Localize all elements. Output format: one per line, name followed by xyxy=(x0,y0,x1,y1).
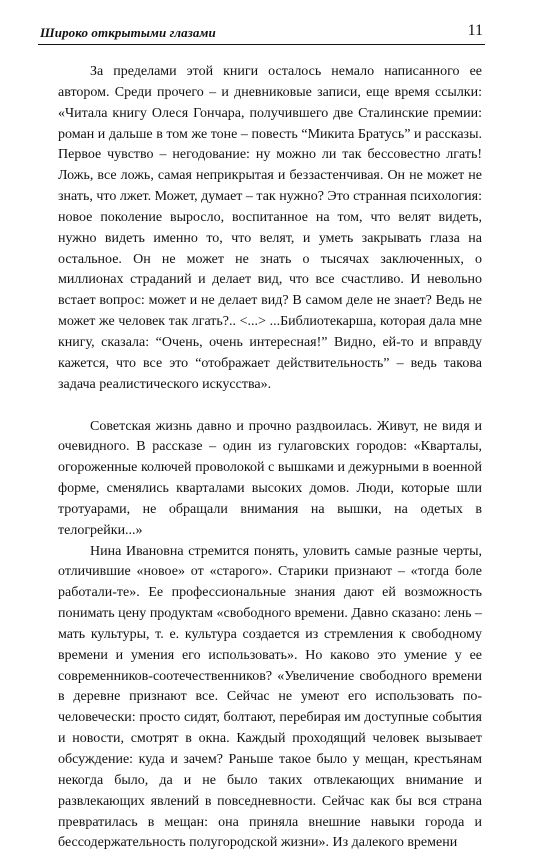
paragraph-2: Советская жизнь давно и прочно раздвоилась. Живут, не видя и очевидного. В рассказе – один из гулаговских городов: «Кварталы, огороженные колючей проволокой с вышками и дежурными в военной форме, сменялись кварталами высоких домов. Люди, которые шли тротуарами, не обращали внимания на вышки, на одетых в телогрейки...» xyxy=(58,418,482,538)
running-header xyxy=(38,22,485,45)
body-text xyxy=(58,62,482,854)
page-number: 11 xyxy=(467,22,483,39)
paragraph-1: За пределами этой книги осталось немало написанного ее автором. Среди прочего – и дневниковые записи, еще время ссылки: «Читала книгу Олеся Гончара, получившего две Сталинские премии: роман и дальше в том же тоне – повесть “Микита Братусь” и рассказы. Первое чувство – негодование: ну можно ли так бессовестно лгать! Ложь, все ложь, самая неприкрытая и беззастенчивая. Он не может не знать, что лжет. Может, думает – так нужно? Это странная психология: новое поколение выросло, воспитанное на том, что велят видеть, нужно видеть именно то, что велят, и уметь закрывать глаза на остальное. Он не может не знать о тысячах заключенных, о миллионах страданий и делает вид, что все счастливо. И невольно встает вопрос: может и не делает вид? В самом деле не знает? Ведь не может же человек так лгать?.. <...> ...Библиотекарша, которая дала мне книгу, сказала: “Очень, очень интересная!” Видно, ей-то и вправду кажется, что все это “отображает действительность” – ведь такова задача реалистического искусства». xyxy=(58,64,482,392)
running-title: Широко открытыми глазами xyxy=(40,25,216,40)
paragraph-3: Нина Ивановна стремится понять, уловить самые разные черты, отличившие «новое» от «старого». Старики признают – «тогда боле работали-те». Ее профессиональные знания дают ей возможность понимать цену продуктам «свободного времени. Давно сказано: лень – мать культуры, т. е. культура создается из стремления к свободному времени и умения его использовать». Но каково это умение у ее современников-соотечественников? «Увеличение свободного времени в деревне признают все. Сейчас не умеют его использовать по-человечески: просто сидят, болтают, перебирая им доступные события и новости, смотрят в окна. Каждый проходящий человек вызывает обсуждение: куда и зачем? Раньше такое было у мещан, крестьянам некогда было, да и не было таких отвлекающих внимание и развлекающих явлений в повседневности. Сейчас как бы вся страна превратилась в мещан: она приняла внешние навыки города и бессодержательность полугородской жизни». Из далекого времени xyxy=(58,543,482,851)
